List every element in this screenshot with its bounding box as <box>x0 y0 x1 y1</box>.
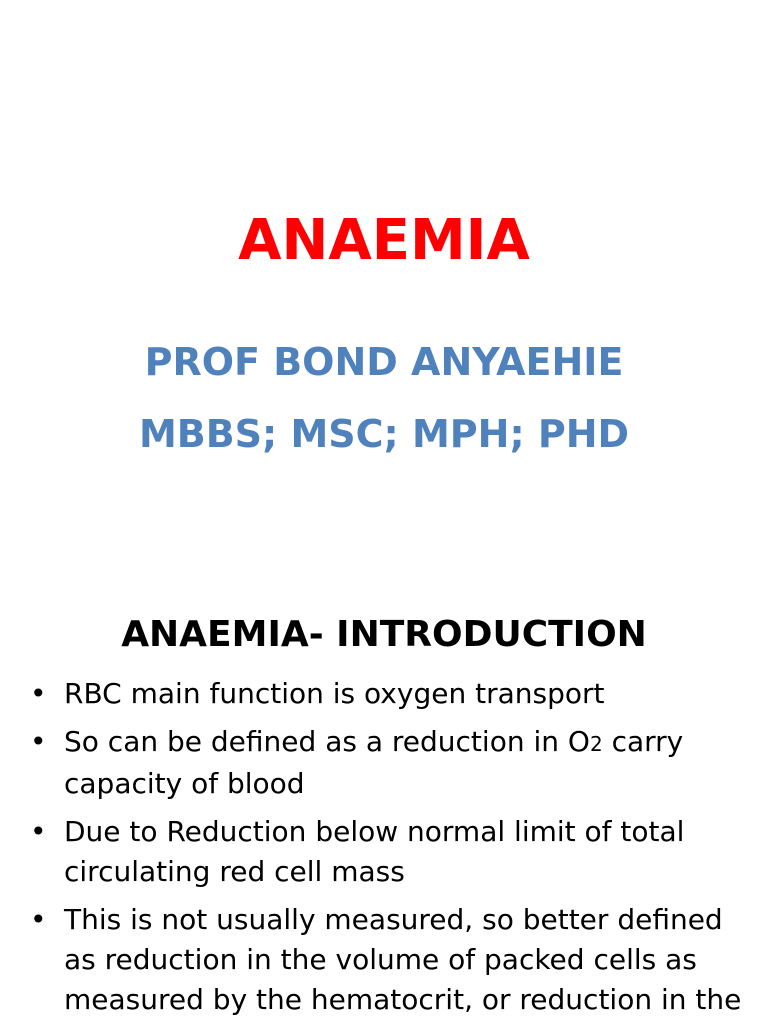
bullet-text: So can be defined as a reduction in O <box>64 725 590 758</box>
bullet-dot-icon: • <box>30 815 47 848</box>
o2-subscript: 2 <box>589 732 603 756</box>
bullet-text: This is not usually measured, so better defined as reduction in the volume of packed cells as measured by the hematocrit, or reduction in the <box>64 903 742 1016</box>
bullet-item <box>30 900 745 1020</box>
bullet-list <box>30 674 745 1024</box>
author-name: PROF BOND ANYAEHIE <box>144 340 624 384</box>
bullet-dot-icon: • <box>30 677 47 710</box>
bullet-dot-icon: • <box>30 903 47 936</box>
author-credentials: MBBS; MSC; MPH; PHD <box>138 412 630 456</box>
bullet-item <box>30 674 745 714</box>
bullet-text: RBC main function is oxygen transport <box>64 677 605 710</box>
bullet-text: Due to Reduction below normal limit of total circulating red cell mass <box>64 815 685 888</box>
bullet-dot-icon: • <box>30 725 47 758</box>
intro-slide <box>0 576 768 1024</box>
bullet-text-tail: carry capacity of blood <box>64 725 684 800</box>
slide-title: ANAEMIA <box>238 208 530 273</box>
bullet-item <box>30 812 745 892</box>
intro-title: ANAEMIA- INTRODUCTION <box>121 614 647 655</box>
bullet-item <box>30 722 745 804</box>
